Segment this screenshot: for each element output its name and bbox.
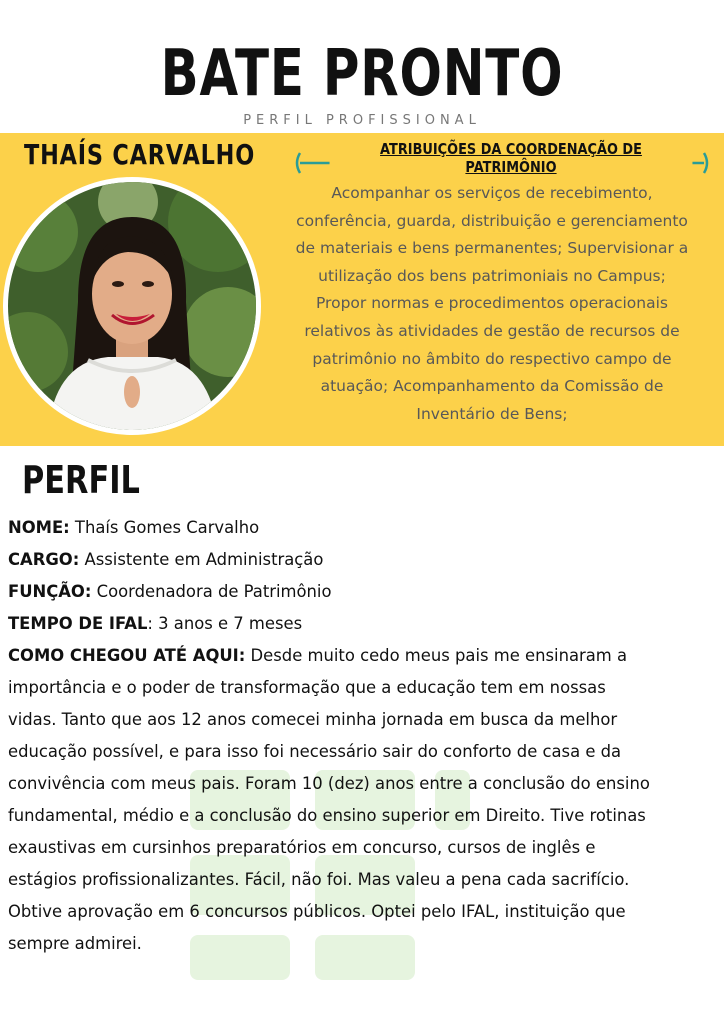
como-line: fundamental, médio e a conclusão do ensino superior em Direito. Tive rotinas [8,806,646,825]
funcao-value: Coordenadora de Patrimônio [91,582,332,601]
cargo-value: Assistente em Administração [79,550,324,569]
profile-details [8,512,720,960]
nome-value: Thaís Gomes Carvalho [69,518,260,537]
attr-line: Acompanhar os serviços de recebimento, [331,184,653,202]
person-name: THAÍS CARVALHO [24,138,256,171]
profile-photo [8,182,256,430]
como-row [8,640,720,672]
attr-line: Inventário de Bens; [416,404,568,423]
como-line: Desde muito cedo meus pais me ensinaram a [245,646,628,665]
tempo-label: TEMPO DE IFAL [8,614,148,633]
como-line: convivência com meus pais. Foram 10 (dez) anos entre a conclusão do ensino [8,774,650,793]
attr-line: patrimônio no âmbito do respectivo campo de [312,349,672,368]
tempo-value: : 3 anos e 7 meses [147,614,303,633]
cargo-label: CARGO: [8,550,80,569]
como-line: exaustivas em cursinhos preparatórios em concurso, cursos de inglês e [8,838,596,857]
profile-heading: PERFIL [22,458,140,502]
como-line: estágios profissionalizantes. Fácil, não foi. Mas valeu a pena cada sacrifício. [8,870,630,889]
como-line: Obtive aprovação em 6 concursos públicos. Optei pelo IFAL, instituição que [8,902,626,921]
nome-row [8,512,720,544]
como-line: vidas. Tanto que aos 12 anos comecei minha jornada em busca da melhor [8,710,618,729]
nome-label: NOME: [8,518,70,537]
funcao-row [8,576,720,608]
como-line: importância e o poder de transformação que a educação tem em nossas [8,678,606,697]
tempo-row [8,608,720,640]
attr-line: conferência, guarda, distribuição e gerenciamento [296,211,688,230]
page-title: BATE PRONTO [160,37,564,111]
attr-line: relativos às atividades de gestão de recursos de [304,321,680,340]
page-subtitle: PERFIL PROFISSIONAL [243,113,481,128]
como-line: sempre admirei. [8,934,142,953]
cargo-row [8,544,720,576]
como-label: COMO CHEGOU ATÉ AQUI: [8,646,246,665]
funcao-label: FUNÇÃO: [8,582,92,601]
attr-line: utilização dos bens patrimoniais no Campus; [318,266,666,285]
attr-line: Propor normas e procedimentos operacionais [315,294,668,313]
attributions-text [262,180,722,428]
attr-line: de materiais e bens permanentes; Supervisionar a [295,239,689,258]
attributions-heading: ATRIBUIÇÕES DA COORDENAÇÃO DE PATRIMÔNIO [330,140,693,176]
como-line: educação possível, e para isso foi necessário sair do conforto de casa e da [8,742,622,761]
attr-line: atuação; Acompanhamento da Comissão de [320,377,664,396]
